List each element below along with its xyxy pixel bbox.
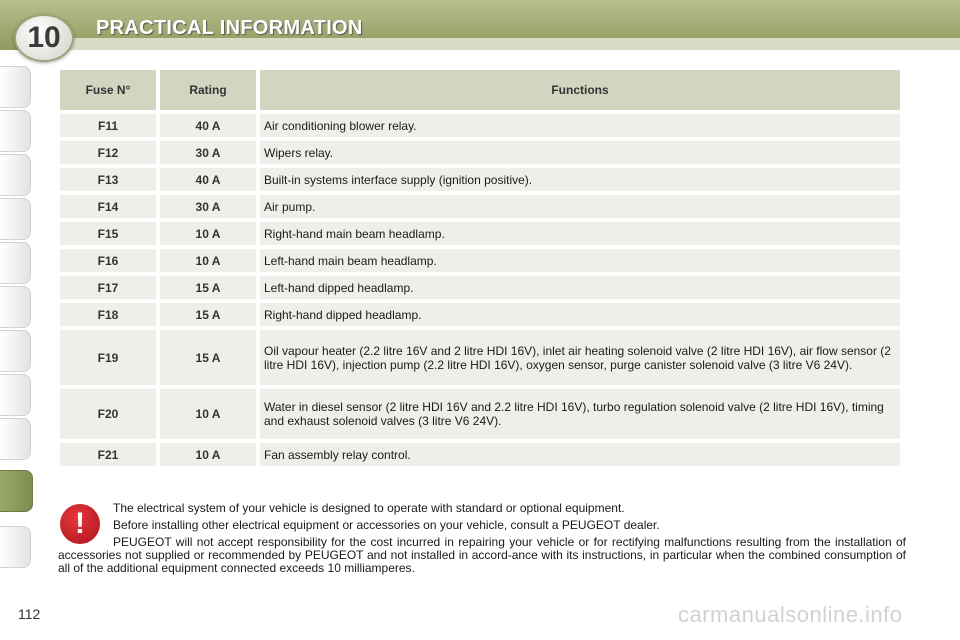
fuse-number: F18 xyxy=(60,303,156,326)
chapter-number: 10 xyxy=(27,21,61,54)
fuse-table xyxy=(56,66,904,470)
chapter-tab-6[interactable] xyxy=(0,286,31,328)
header-fuse: Fuse N° xyxy=(60,70,156,110)
chapter-tab-11[interactable] xyxy=(0,526,31,568)
watermark: carmanualsonline.info xyxy=(678,602,903,627)
fuse-number: F16 xyxy=(60,249,156,272)
fuse-rating: 10 A xyxy=(160,389,256,439)
fuse-function: Right-hand dipped headlamp. xyxy=(260,303,900,326)
chapter-tab-3[interactable] xyxy=(0,154,31,196)
fuse-function: Left-hand main beam headlamp. xyxy=(260,249,900,272)
chapter-tab-1[interactable] xyxy=(0,66,31,108)
fuse-number: F20 xyxy=(60,389,156,439)
table-row xyxy=(60,141,900,164)
fuse-function: Left-hand dipped headlamp. xyxy=(260,276,900,299)
fuse-number: F15 xyxy=(60,222,156,245)
fuse-function: Built-in systems interface supply (ignition positive). xyxy=(260,168,900,191)
fuse-function: Air conditioning blower relay. xyxy=(260,114,900,137)
header-functions: Functions xyxy=(260,70,900,110)
fuse-function: Oil vapour heater (2.2 litre 16V and 2 litre HDI 16V), inlet air heating solenoid valve (2 litre HDI 16V), air flow sensor (2 litre HDI 16V), injection pump (2.2 litre HDI 16V), oxygen sensor, purge canister solenoid valve (3 litre V6 24V). xyxy=(260,330,900,385)
fuse-number: F21 xyxy=(60,443,156,466)
fuse-rating: 30 A xyxy=(160,141,256,164)
chapter-tab-7[interactable] xyxy=(0,330,31,372)
table-row xyxy=(60,249,900,272)
chapter-tab-10-active[interactable] xyxy=(0,470,33,512)
warning-exclamation-icon: ! xyxy=(60,504,100,544)
fuse-rating: 10 A xyxy=(160,443,256,466)
chapter-tab-8[interactable] xyxy=(0,374,31,416)
table-row xyxy=(60,330,900,385)
fuse-function: Water in diesel sensor (2 litre HDI 16V and 2.2 litre HDI 16V), turbo regulation solenoid valve (2 litre HDI 16V), timing and exhaust solenoid valves (3 litre V6 24V). xyxy=(260,389,900,439)
table-row xyxy=(60,276,900,299)
fuse-rating: 40 A xyxy=(160,168,256,191)
page-title: PRACTICAL INFORMATION xyxy=(96,17,363,39)
table-row xyxy=(60,114,900,137)
table-row xyxy=(60,195,900,218)
fuse-number: F19 xyxy=(60,330,156,385)
fuse-number: F12 xyxy=(60,141,156,164)
fuse-function: Fan assembly relay control. xyxy=(260,443,900,466)
table-row xyxy=(60,303,900,326)
chapter-number-badge xyxy=(14,14,74,62)
fuse-rating: 15 A xyxy=(160,276,256,299)
fuse-number: F14 xyxy=(60,195,156,218)
fuse-number: F11 xyxy=(60,114,156,137)
fuse-function: Air pump. xyxy=(260,195,900,218)
fuse-rating: 10 A xyxy=(160,249,256,272)
chapter-tab-5[interactable] xyxy=(0,242,31,284)
chapter-tab-9[interactable] xyxy=(0,418,31,460)
chapter-tab-2[interactable] xyxy=(0,110,31,152)
fuse-number: F17 xyxy=(60,276,156,299)
fuse-number: F13 xyxy=(60,168,156,191)
fuse-rating: 10 A xyxy=(160,222,256,245)
table-row xyxy=(60,443,900,466)
warning-text-1: The electrical system of your vehicle is designed to operate with standard or optional equipment. xyxy=(113,501,625,515)
table-row xyxy=(60,168,900,191)
fuse-rating: 40 A xyxy=(160,114,256,137)
fuse-function: Wipers relay. xyxy=(260,141,900,164)
fuse-rating: 15 A xyxy=(160,303,256,326)
table-header-row xyxy=(60,70,900,110)
warning-text-2: Before installing other electrical equipment or accessories on your vehicle, consult a PEUGEOT dealer. xyxy=(113,518,660,532)
table-row xyxy=(60,222,900,245)
table-row xyxy=(60,389,900,439)
header-rating: Rating xyxy=(160,70,256,110)
chapter-tabs xyxy=(0,62,34,574)
fuse-rating: 15 A xyxy=(160,330,256,385)
warning-text-3: PEUGEOT will not accept responsibility for the cost incurred in repairing your vehicle or for rectifying malfunctions resulting from the installation of accessories not supplied or recommended by PEUGEOT and not installed in accord-ance with its instructions, in particular when the combined consumption of all of the additional equipment connected exceeds 10 milliamperes. xyxy=(58,535,906,575)
page-number: 112 xyxy=(18,606,41,622)
chapter-tab-4[interactable] xyxy=(0,198,31,240)
fuse-rating: 30 A xyxy=(160,195,256,218)
fuse-function: Right-hand main beam headlamp. xyxy=(260,222,900,245)
